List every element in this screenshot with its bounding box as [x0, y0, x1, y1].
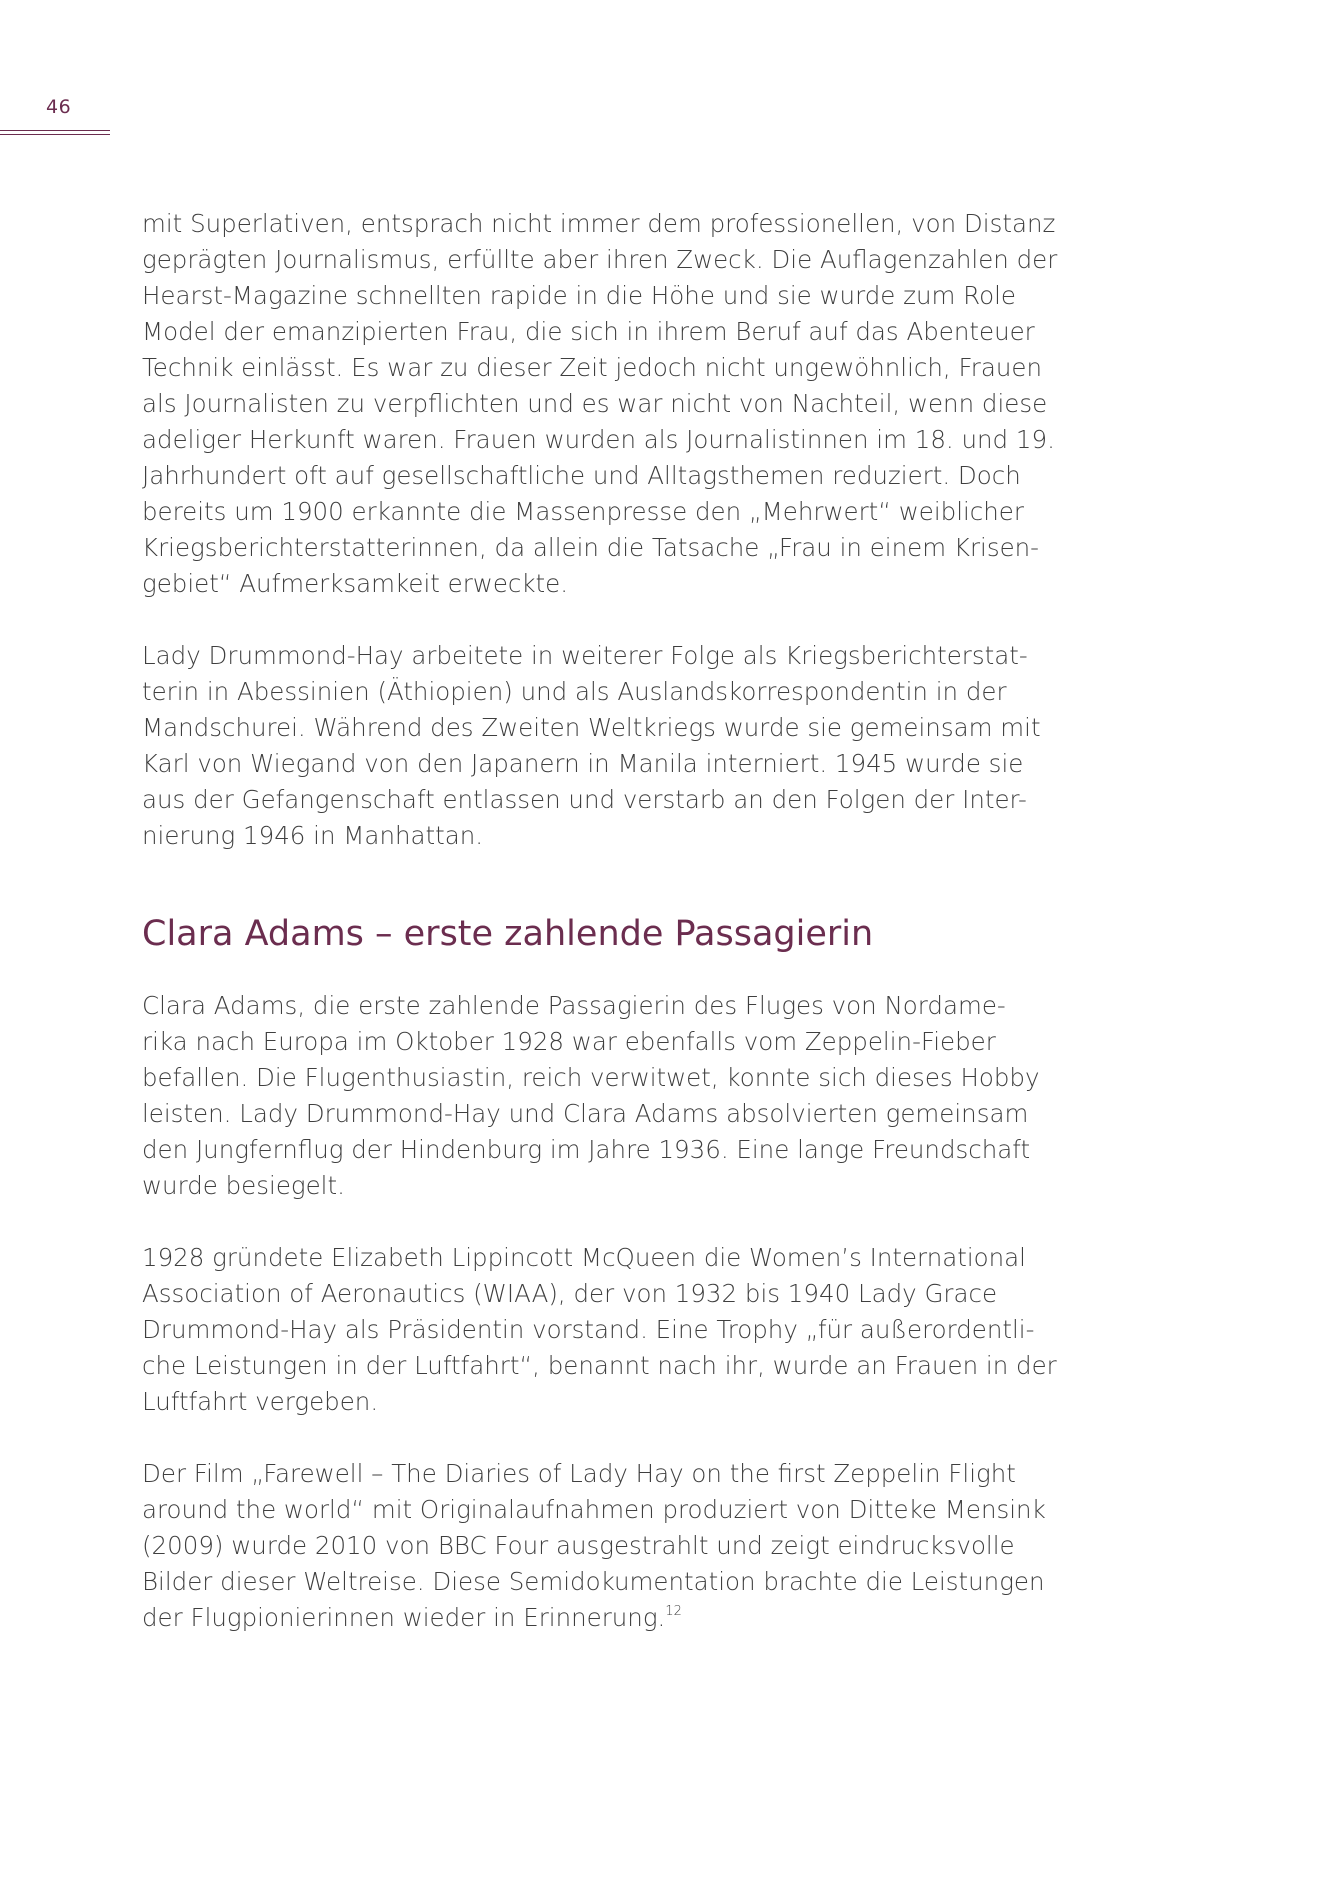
text-line-last — [142, 1600, 1022, 1636]
paragraph-3 — [142, 988, 1040, 1204]
footnote-reference[interactable]: 12 — [665, 1604, 682, 1619]
text-line: Mandschurei. Während des Zweiten Weltkriegs wurde sie gemeinsam mit — [142, 713, 1041, 742]
header-rule-top — [0, 130, 110, 131]
text-line: den Jungfernflug der Hindenburg im Jahre 1936. Eine lange Freundschaft — [142, 1135, 1031, 1164]
text-line: bereits um 1900 erkannte die Massenpresse den „Mehrwert“ weiblicher — [142, 497, 1024, 526]
text-line: Jahrhundert oft auf gesellschaftliche und Alltagsthemen reduziert. Doch — [142, 461, 1021, 490]
text-line: Association of Aeronautics (WIAA), der von 1932 bis 1940 Lady Grace — [142, 1279, 998, 1308]
text-line: che Leistungen in der Luftfahrt“, benannt nach ihr, wurde an Frauen in der — [142, 1351, 1057, 1380]
text-line-content: der Flugpionierinnen wieder in Erinnerung. — [142, 1603, 666, 1632]
text-line: aus der Gefangenschaft entlassen und verstarb an den Folgen der Inter- — [142, 785, 1027, 814]
text-line: befallen. Die Flugenthusiastin, reich verwitwet, konnte sich dieses Hobby — [142, 1063, 1040, 1092]
text-line: Kriegsberichterstatterinnen, da allein die Tatsache „Frau in einem Krisen- — [142, 533, 1040, 562]
section-heading: Clara Adams – erste zahlende Passagierin — [142, 914, 874, 954]
text-line: 1928 gründete Elizabeth Lippincott McQueen die Women’s International — [142, 1243, 1026, 1272]
header-rule-bottom — [0, 134, 110, 135]
text-line: leisten. Lady Drummond-Hay und Clara Adams absolvierten gemeinsam — [142, 1099, 1029, 1128]
text-line: Luftfahrt vergeben. — [142, 1387, 379, 1416]
text-line: Drummond-Hay als Präsidentin vorstand. Eine Trophy „für außerordentli- — [142, 1315, 1035, 1344]
text-line: Bilder dieser Weltreise. Diese Semidokumentation brachte die Leistungen — [142, 1567, 1045, 1596]
paragraph-1 — [142, 206, 1058, 602]
text-line: Der Film „Farewell – The Diaries of Lady Hay on the first Zeppelin Flight — [142, 1459, 1016, 1488]
text-line: adeliger Herkunft waren. Frauen wurden als Journalistinnen im 18. und 19. — [142, 425, 1055, 454]
body-text — [142, 206, 1058, 1672]
paragraph-4 — [142, 1240, 1057, 1420]
paragraph-2 — [142, 638, 1041, 854]
page-number: 46 — [46, 96, 72, 118]
text-line: als Journalisten zu verpflichten und es war nicht von Nachteil, wenn diese — [142, 389, 1048, 418]
text-line: Lady Drummond-Hay arbeitete in weiterer Folge als Kriegsberichterstat- — [142, 641, 1028, 670]
text-line: wurde besiegelt. — [142, 1171, 345, 1200]
text-line: gebiet“ Aufmerksamkeit erweckte. — [142, 569, 569, 598]
text-line: around the world“ mit Originalaufnahmen produziert von Ditteke Mensink — [142, 1495, 1046, 1524]
text-line: Clara Adams, die erste zahlende Passagierin des Fluges von Nordame- — [142, 991, 1006, 1020]
text-line: Karl von Wiegand von den Japanern in Manila interniert. 1945 wurde sie — [142, 749, 1024, 778]
text-line: Hearst-Magazine schnellten rapide in die Höhe und sie wurde zum Role — [142, 281, 1016, 310]
paragraph-5 — [142, 1456, 1046, 1636]
text-line: mit Superlativen, entsprach nicht immer dem professionellen, von Distanz — [142, 209, 1056, 238]
text-line: Technik einlässt. Es war zu dieser Zeit jedoch nicht ungewöhnlich, Frauen — [142, 353, 1042, 382]
text-line: geprägten Journalismus, erfüllte aber ihren Zweck. Die Auflagenzahlen der — [142, 245, 1058, 274]
text-line: Model der emanzipierten Frau, die sich in ihrem Beruf auf das Abenteuer — [142, 317, 1035, 346]
text-line: terin in Abessinien (Äthiopien) und als Auslandskorrespondentin in der — [142, 677, 1007, 706]
text-line: rika nach Europa im Oktober 1928 war ebenfalls vom Zeppelin-Fieber — [142, 1027, 996, 1056]
text-line: (2009) wurde 2010 von BBC Four ausgestrahlt und zeigt eindrucksvolle — [142, 1531, 1015, 1560]
text-line: nierung 1946 in Manhattan. — [142, 821, 484, 850]
